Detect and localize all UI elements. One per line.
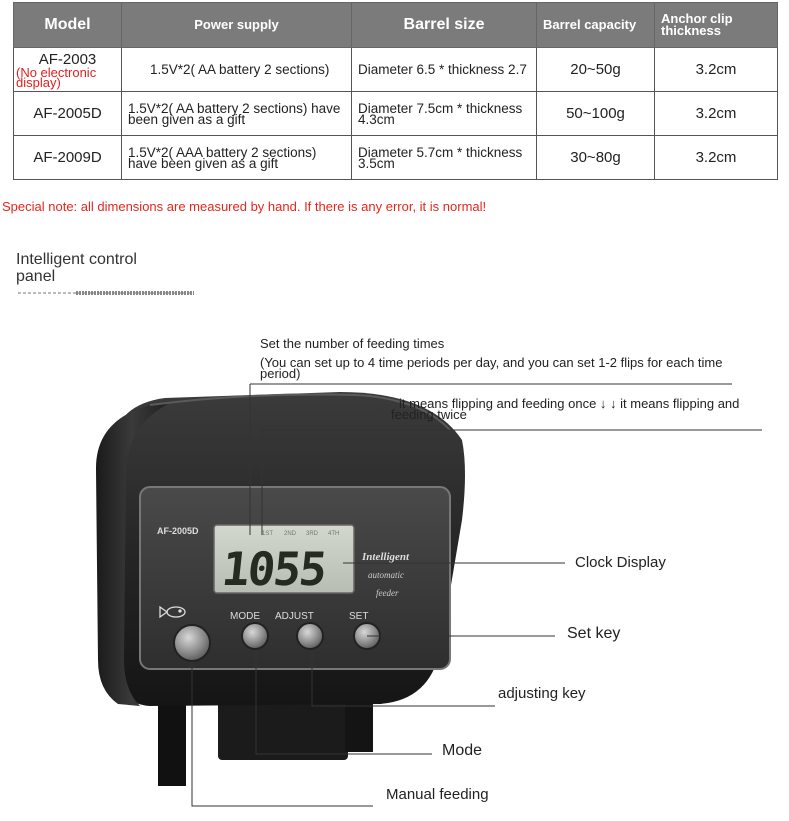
lcd-slot-4: 4TH — [328, 531, 340, 537]
set-button-label: SET — [349, 611, 369, 622]
annotation-feeding-times: Set the number of feeding times — [260, 336, 445, 351]
model-name: AF-2003 — [38, 50, 97, 68]
panel-heading: Intelligent control panel — [16, 251, 137, 285]
cell-capacity: 20~50g — [537, 48, 655, 92]
manual-feed-button[interactable] — [174, 625, 210, 661]
cell-capacity: 30~80g — [537, 136, 655, 180]
brand-line-1: Intelligent — [362, 551, 410, 563]
clip-leg-right — [345, 700, 373, 752]
lcd-digits: 1055 — [219, 542, 328, 596]
cell-anchor: 3.2cm — [655, 92, 778, 136]
header-model: Model — [14, 3, 122, 48]
cell-power: 1.5V*2( AA battery 2 sections) — [122, 48, 352, 92]
brand-line-2: automatic — [368, 570, 404, 580]
model-name: AF-2005D — [33, 104, 102, 122]
lcd-slot-1: 1ST — [262, 531, 274, 537]
model-label: AF-2005D — [157, 526, 199, 536]
mode-button[interactable] — [242, 623, 268, 649]
cell-anchor: 3.2cm — [655, 136, 778, 180]
header-barrel-capacity: Barrel capacity — [537, 3, 655, 48]
clip-bracket — [218, 700, 348, 760]
lcd-slot-3: 3RD — [306, 531, 319, 537]
cell-power: 1.5V*2( AAA battery 2 sections) have been given as a gift — [122, 136, 352, 180]
cell-barrel-size: Diameter 5.7cm * thickness 3.5cm — [352, 136, 537, 180]
annotation-mode: Mode — [442, 742, 483, 759]
model-note: (No electronic display) — [16, 64, 97, 90]
cell-barrel-size: Diameter 7.5cm * thickness 4.3cm — [352, 92, 537, 136]
cell-power: 1.5V*2( AA battery 2 sections) have been given as a gift — [122, 92, 352, 136]
measurement-note: Special note: all dimensions are measured by hand. If there is any error, it is normal! — [2, 199, 487, 214]
cell-anchor: 3.2cm — [655, 48, 778, 92]
header-barrel-size: Barrel size — [352, 3, 537, 48]
mode-button-label: MODE — [230, 611, 260, 622]
header-anchor-clip: Anchor clip thickness — [655, 3, 778, 48]
cell-capacity: 50~100g — [537, 92, 655, 136]
brand-line-3: feeder — [376, 588, 399, 598]
annotation-manual-feeding: Manual feeding — [386, 786, 489, 803]
annotation-feeding-detail: (You can set up to 4 time periods per day, and you can set 1-2 flips for each time period) — [260, 355, 723, 381]
adjust-button[interactable] — [297, 623, 323, 649]
annotation-set-key: Set key — [567, 625, 621, 642]
annotation-flip-note: it means flipping and feeding once ↓ ↓ it means flipping and feeding twice — [391, 396, 740, 422]
annotation-clock-display: Clock Display — [575, 554, 666, 571]
annotation-adjusting-key: adjusting key — [498, 685, 586, 702]
adjust-button-label: ADJUST — [275, 611, 314, 622]
cell-barrel-size: Diameter 6.5 * thickness 2.7 — [352, 48, 537, 92]
header-power: Power supply — [122, 3, 352, 48]
model-name: AF-2009D — [33, 148, 102, 166]
lcd-slot-2: 2ND — [284, 531, 297, 537]
